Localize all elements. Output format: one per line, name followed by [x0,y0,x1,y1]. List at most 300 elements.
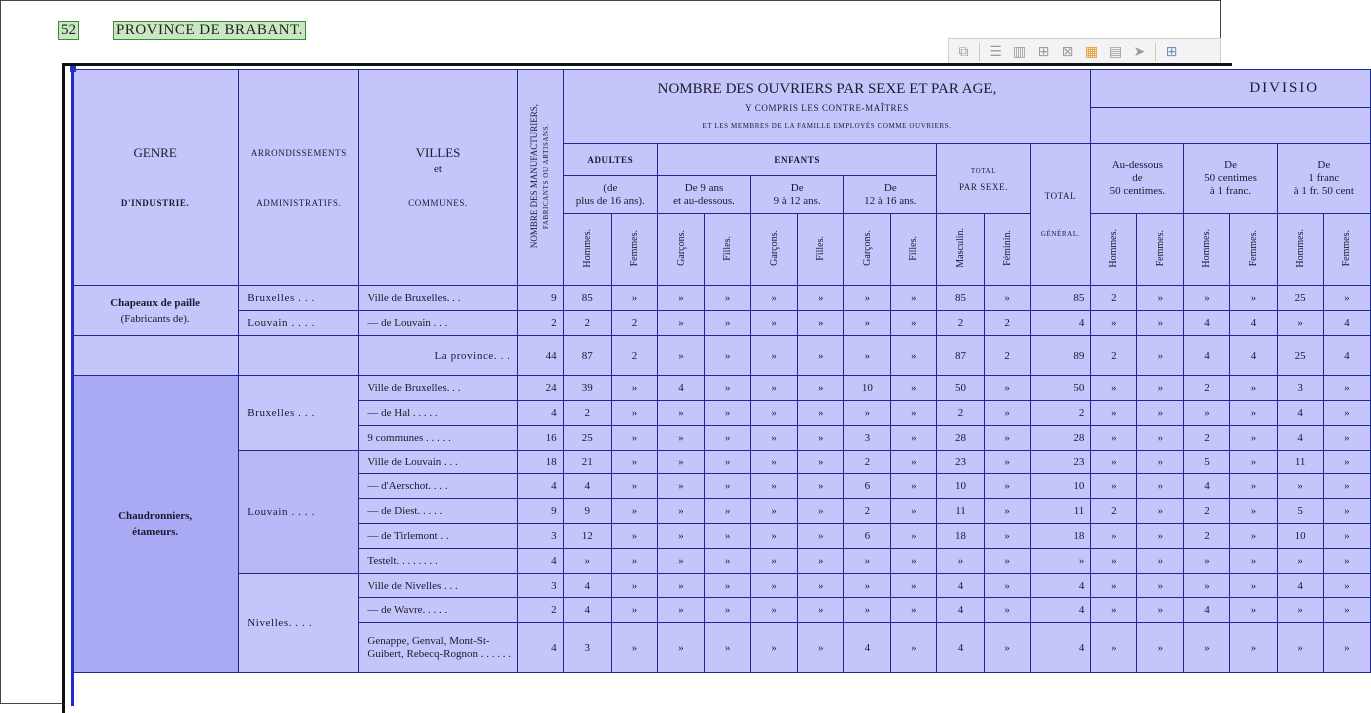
page-number: 52 [58,21,79,40]
table-cell: 2 [1030,401,1091,426]
table-cell: » [1184,574,1230,598]
ville-cell: — de Louvain . . . [359,311,517,336]
table-cell: » [937,549,984,574]
table-cell: » [1277,598,1323,623]
table-cell: » [798,598,844,623]
arrondissement-cell: Louvain . . . . [239,311,359,336]
table-cell: » [984,499,1030,524]
table-cell: 25 [1277,286,1323,311]
table-cell: » [1323,426,1370,451]
table-cell: 2 [1091,336,1137,376]
table-cell: » [751,286,798,311]
table-cell: 10 [937,474,984,499]
copy-icon[interactable]: ⧉ [958,44,969,60]
table-cell: » [1230,574,1277,598]
table-cell: » [1030,549,1091,574]
table-cell: » [657,549,704,574]
subheader-filles: Filles. [891,214,937,286]
table-cell: » [751,401,798,426]
table-cell: » [657,401,704,426]
table-cell: » [1230,401,1277,426]
arrondissement-cell: Bruxelles . . . [239,376,359,451]
ville-cell: Ville de Louvain . . . [359,451,517,474]
table-cell: » [1277,623,1323,673]
table-cell: 4 [1184,311,1230,336]
table-cell: » [1277,311,1323,336]
table-cell: » [751,336,798,376]
table-cell: 11 [937,499,984,524]
table-cell: 2 [1091,286,1137,311]
table-cell: 4 [517,474,563,499]
table-cell: 2 [937,401,984,426]
table-cell: 28 [937,426,984,451]
subheader-hommes: Hommes. [1277,214,1323,286]
header-enfants-1: De 9 ans et au-dessous. [657,176,750,214]
table-cell: » [891,336,937,376]
ville-cell: Ville de Bruxelles. . . [359,376,517,401]
table-cell: 4 [937,598,984,623]
pointer-icon[interactable]: ➤ [1133,44,1146,60]
table-cell: » [844,336,891,376]
ville-cell: Testelt. . . . . . . . [359,549,517,574]
subheader-hommes: Hommes. [1184,214,1230,286]
header-adultes-sub: (de plus de 16 ans). [563,176,657,214]
table-cell: 4 [937,574,984,598]
table-cell: » [844,598,891,623]
table-cell: » [1323,286,1370,311]
table-cell: 11 [1277,451,1323,474]
table-cell: 2 [1184,376,1230,401]
table-cell: 4 [1230,311,1277,336]
table-cell: » [798,401,844,426]
table-rows-icon[interactable]: ☰ [989,44,1002,60]
table-cell: » [1091,474,1137,499]
table-cell: » [798,574,844,598]
genre-cell [72,336,239,376]
table-cell: 4 [1184,474,1230,499]
table-cell: » [705,336,751,376]
table-cell: » [1137,426,1184,451]
table-cell: » [611,598,657,623]
table-cell: » [1091,623,1137,673]
table-cell: 3 [1277,376,1323,401]
table-cell: 24 [517,376,563,401]
table-cell: 85 [1030,286,1091,311]
table-cell: 6 [844,524,891,549]
table-cell: » [705,598,751,623]
table-cell: » [705,623,751,673]
table-cell: » [984,524,1030,549]
table-cell: 2 [611,336,657,376]
industry-table [71,69,1371,673]
header-division: DIVISIO [1091,70,1371,108]
subheader-femmes: Femmes. [1137,214,1184,286]
subheader-feminin: Féminin. [984,214,1030,286]
table-cell: » [1091,549,1137,574]
table-cell: 4 [1030,574,1091,598]
table-cell: » [984,426,1030,451]
table-cell: » [751,451,798,474]
subheader-masculin: Masculin. [937,214,984,286]
table-cell: » [751,311,798,336]
table-cell: 4 [517,401,563,426]
table-cell: » [705,286,751,311]
table-cell: » [844,401,891,426]
table-cell: 4 [1277,426,1323,451]
table-cell: 4 [1030,311,1091,336]
table-cell: » [891,574,937,598]
header-div-3: De 1 franc à 1 fr. 50 cent [1277,144,1370,214]
table-cell: 21 [563,451,611,474]
subheader-garcons: Garçons. [657,214,704,286]
genre-cell: Chaudronniers, étameurs. [72,376,239,673]
subheader-femmes: Femmes. [1230,214,1277,286]
table-cell: » [844,549,891,574]
table-cell: 39 [563,376,611,401]
table-cell: 4 [563,474,611,499]
header-div-1: Au-dessous de 50 centimes. [1091,144,1184,214]
header-adultes: ADULTES [563,144,657,176]
table-cell: » [891,311,937,336]
table-cell: » [657,524,704,549]
table-cell: 85 [937,286,984,311]
table-cell: » [751,474,798,499]
table-cell: 50 [937,376,984,401]
arrondissement-cell [239,336,359,376]
table-cell: 2 [844,451,891,474]
table-cell: » [1184,286,1230,311]
table-cell: 89 [1030,336,1091,376]
table-cell: » [611,401,657,426]
table-cell: » [1091,574,1137,598]
table-cell: 87 [563,336,611,376]
table-cell: » [844,574,891,598]
arrondissement-cell: Bruxelles . . . [239,286,359,311]
subheader-femmes: Femmes. [611,214,657,286]
merge-cells-icon[interactable]: ▦ [1084,44,1099,60]
table-cell: 2 [1184,524,1230,549]
table-cell: » [611,376,657,401]
header-division-sub [1091,108,1371,144]
table-cell: 4 [1323,336,1370,376]
table-cell: » [891,376,937,401]
delete-cell-icon[interactable]: ⊠ [1061,44,1074,60]
province-title: PROVINCE DE BRABANT. [113,21,306,40]
table-cell: » [705,376,751,401]
table-cell: » [1137,524,1184,549]
table-cell: » [751,549,798,574]
table-cell: 18 [1030,524,1091,549]
table-cell: 4 [937,623,984,673]
table-cell: 4 [1230,336,1277,376]
table-cell: » [611,623,657,673]
arrondissement-cell: Louvain . . . . [239,451,359,574]
arrondissement-cell: Nivelles. . . . [239,574,359,673]
table-cell: » [798,499,844,524]
table-cell: 4 [517,549,563,574]
table-cell: » [1277,474,1323,499]
table-cell: 2 [611,311,657,336]
table-cell: » [1323,376,1370,401]
table-cell: » [1091,426,1137,451]
table-cell: » [798,451,844,474]
table-cell: » [705,474,751,499]
table-cell: » [1323,451,1370,474]
table-cell: » [798,336,844,376]
table-cell: » [657,451,704,474]
table-cell: 9 [563,499,611,524]
table-cell: » [891,451,937,474]
table-cell: » [798,311,844,336]
header-total-par-sexe: TOTAL PAR SEXE. [937,144,1030,214]
table-cell: 28 [1030,426,1091,451]
table-cell: » [891,549,937,574]
table-cell: 4 [657,376,704,401]
table-cell: » [984,549,1030,574]
table-cell: 85 [563,286,611,311]
table-cell: » [1323,549,1370,574]
table-cell: » [984,474,1030,499]
table-cell: 2 [1184,499,1230,524]
table-cell: 9 [517,499,563,524]
table-cell: 18 [517,451,563,474]
table-cell: » [611,286,657,311]
table-cell: » [751,376,798,401]
table-cell: » [1323,401,1370,426]
table-cell: 2 [563,401,611,426]
table-cell: 5 [1277,499,1323,524]
table-cell: » [1137,451,1184,474]
table-cell: 2 [984,336,1030,376]
table-cell: » [984,574,1030,598]
table-cell: 4 [1030,623,1091,673]
table-cell: 4 [563,574,611,598]
grid-icon[interactable]: ⊞ [1165,44,1178,60]
table-cell: » [984,376,1030,401]
table-cell: 4 [1184,598,1230,623]
table-cell: » [1230,524,1277,549]
table-cell: » [1137,286,1184,311]
table-cell: » [611,549,657,574]
table-cell: » [563,549,611,574]
table-cell: 25 [1277,336,1323,376]
selection-edge [71,66,74,706]
table-cell: » [1277,549,1323,574]
table-cell: » [611,474,657,499]
table-cell: » [1230,499,1277,524]
table-cell: » [1230,426,1277,451]
table-cell: 3 [563,623,611,673]
header-div-2: De 50 centimes à 1 franc. [1184,144,1277,214]
table-cell: » [844,311,891,336]
table-cell: 2 [563,311,611,336]
table-cell: » [751,499,798,524]
table-cell: » [1323,524,1370,549]
table-cell: 16 [517,426,563,451]
table-cell: » [751,574,798,598]
table-cell: 4 [844,623,891,673]
table-cell: » [844,286,891,311]
header-enfants-2: De 9 à 12 ans. [751,176,844,214]
table-cell: » [1230,376,1277,401]
table-cell: 3 [517,524,563,549]
table-cell: » [1137,311,1184,336]
table-cell: » [1184,401,1230,426]
header-villes: VILLES et COMMUNES. [359,70,517,286]
table-cell: » [1091,401,1137,426]
table-cell: » [657,311,704,336]
table-cell: » [984,623,1030,673]
table-cell: » [1230,549,1277,574]
ville-cell: — de Hal . . . . . [359,401,517,426]
table-cell: 11 [1030,499,1091,524]
table-cell: » [798,474,844,499]
table-cell: 10 [1030,474,1091,499]
header-nombre-manufacturiers: NOMBRE DES MANUFACTURIERS, FABRICANTS OU ARTISANS. [517,70,563,286]
table-cell: » [984,286,1030,311]
table-cell: » [705,549,751,574]
table-cell: 2 [1091,499,1137,524]
table-cell: 10 [844,376,891,401]
table-toolbar [948,38,1221,66]
table-cell: 4 [1277,401,1323,426]
subheader-femmes: Femmes. [1323,214,1370,286]
table-cell: » [657,598,704,623]
ville-cell: Genappe, Genval, Mont-St-Guibert, Rebecq-Rognon . . . . . . [359,623,517,673]
table-cell: » [1137,574,1184,598]
ville-cell: La province. . . [359,336,517,376]
table-frame [62,63,1354,713]
subheader-garcons: Garçons. [844,214,891,286]
table-cell: » [1230,623,1277,673]
table-cell: » [1091,598,1137,623]
table-cell: » [1323,499,1370,524]
table-cell: » [705,426,751,451]
table-cell: » [891,499,937,524]
table-cell: 44 [517,336,563,376]
table-cell: 4 [1323,311,1370,336]
table-cell: 9 [517,286,563,311]
split-cells-icon[interactable]: ⊞ [1037,44,1050,60]
selection-handle[interactable] [70,66,76,72]
toolbar-separator [979,43,980,61]
table-cell: 4 [563,598,611,623]
table-cell: » [611,499,657,524]
table-cell: » [891,474,937,499]
table-cell: » [705,451,751,474]
table-cell: 23 [937,451,984,474]
header-enfants-3: De 12 à 16 ans. [844,176,937,214]
ville-cell: Ville de Nivelles . . . [359,574,517,598]
table-cell: » [611,451,657,474]
table-cell: 50 [1030,376,1091,401]
header-total-general: TOTAL GÉNÉRAL. [1030,144,1091,286]
table-cell: 23 [1030,451,1091,474]
table-cell: » [798,623,844,673]
header-nombre-ouvriers: NOMBRE DES OUVRIERS PAR SEXE ET PAR AGE, Y COMPRIS LES CONTRE-MAÎTRES ET LES MEMBRES DE LA FAMILLE EMPLOYÉS COMME OUVRIERS. [563,70,1091,144]
table-cell: » [1137,598,1184,623]
table-cell: 25 [563,426,611,451]
table-cell: » [1323,623,1370,673]
table-cell: » [1137,549,1184,574]
table-cell: 2 [517,311,563,336]
ville-cell: Ville de Bruxelles. . . [359,286,517,311]
table-cell: » [611,574,657,598]
cell-properties-icon[interactable]: ▤ [1108,44,1123,60]
table-cell: » [984,451,1030,474]
table-cell: » [1091,524,1137,549]
table-cell: » [1230,474,1277,499]
table-cell: » [1091,376,1137,401]
table-cell: » [891,401,937,426]
table-cell: » [798,549,844,574]
table-cell: » [891,524,937,549]
header-arrondissements: ARRONDISSEMENTS ADMINISTRATIFS. [239,70,359,286]
table-cell: » [1323,574,1370,598]
table-cell: » [751,598,798,623]
table-cell: » [1230,598,1277,623]
table-cell: » [705,311,751,336]
table-cell: 2 [844,499,891,524]
table-cell: » [798,286,844,311]
table-cell: » [798,524,844,549]
table-cell: » [1230,451,1277,474]
table-cell: 2 [1184,426,1230,451]
table-cell: » [1137,376,1184,401]
ville-cell: — d'Aerschot. . . . [359,474,517,499]
table-cell: » [1137,336,1184,376]
table-cell: » [891,286,937,311]
table-cell: 10 [1277,524,1323,549]
table-cell: » [984,401,1030,426]
table-cell: » [1137,499,1184,524]
table-cell: » [657,426,704,451]
header-enfants: ENFANTS [657,144,936,176]
table-cell: 4 [1030,598,1091,623]
table-cell: » [1323,474,1370,499]
subheader-garcons: Garçons. [751,214,798,286]
table-cell: » [657,336,704,376]
table-cell: 6 [844,474,891,499]
table-cell: » [705,499,751,524]
ville-cell: — de Tirlemont . . [359,524,517,549]
table-cell: » [984,598,1030,623]
table-cell: » [657,286,704,311]
table-cell: » [705,524,751,549]
table-cell: » [751,524,798,549]
table-cell: » [1230,286,1277,311]
table-cell: » [657,623,704,673]
table-cell: » [657,474,704,499]
table-cell: » [1137,474,1184,499]
table-cell: » [705,401,751,426]
table-cell: » [1184,623,1230,673]
table-cell: » [798,426,844,451]
table-columns-icon[interactable]: ▥ [1012,44,1027,60]
subheader-filles: Filles. [705,214,751,286]
table-cell: » [1137,401,1184,426]
subheader-filles: Filles. [798,214,844,286]
toolbar-separator [1155,43,1156,61]
ville-cell: — de Diest. . . . . [359,499,517,524]
table-cell: » [891,598,937,623]
table-cell: » [657,574,704,598]
table-cell: 4 [1277,574,1323,598]
table-cell: » [1323,598,1370,623]
table-cell: 2 [937,311,984,336]
table-cell: 5 [1184,451,1230,474]
table-cell: » [1091,311,1137,336]
